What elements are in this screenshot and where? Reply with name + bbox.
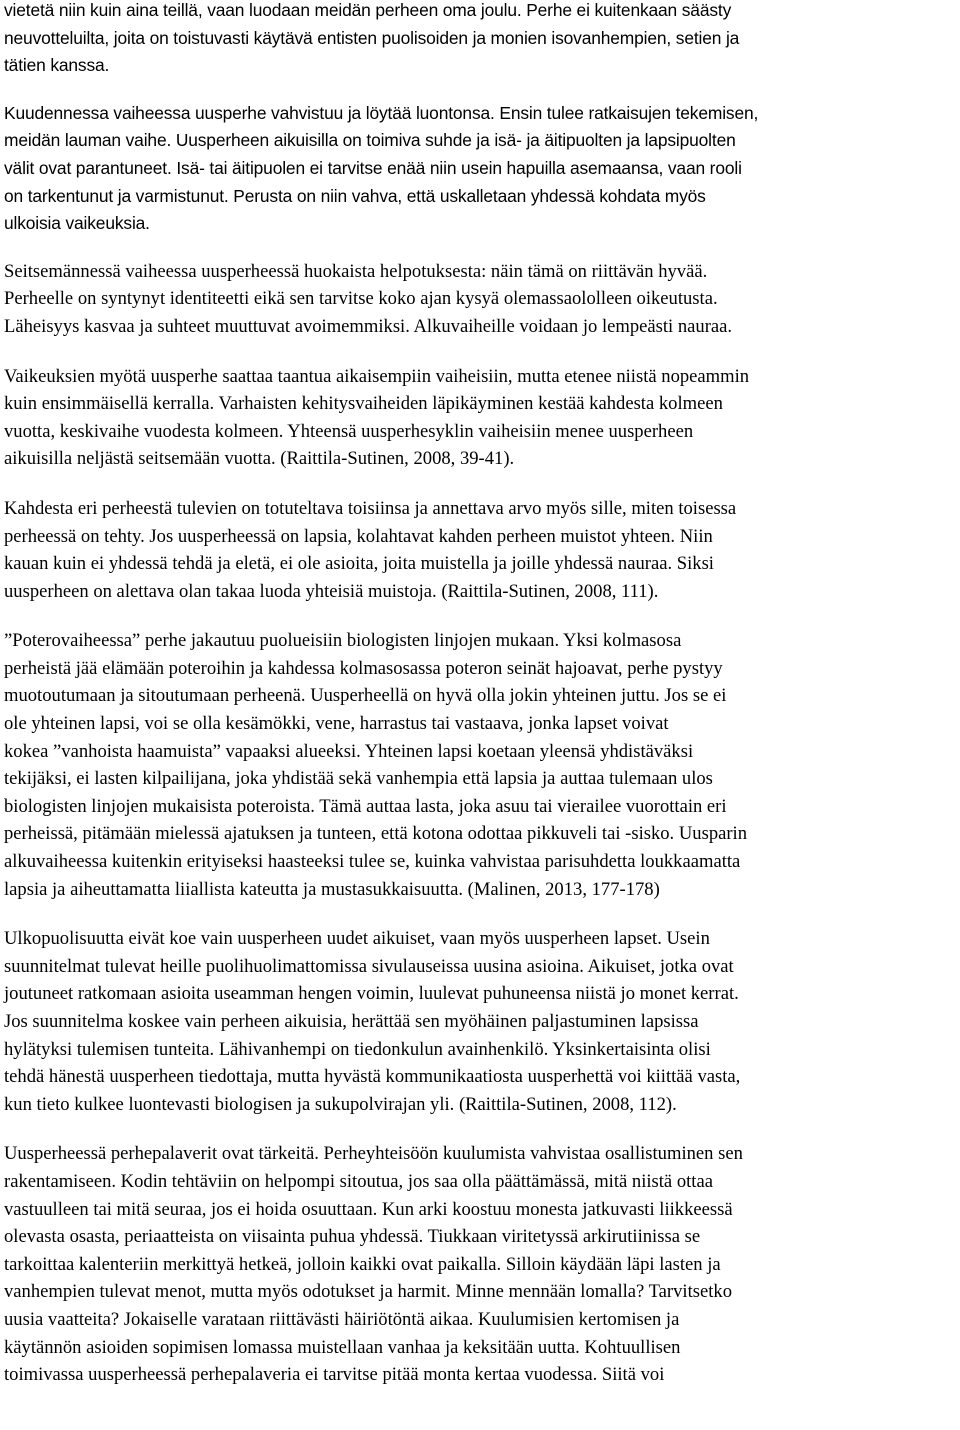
text-line: neuvotteluilta, joita on toistuvasti käytävä entisten puolisoiden ja monien isovanhempien, setien ja	[4, 27, 740, 48]
text-line: vanhempien tulevat menot, mutta myös odotukset ja harmit. Minne mennään lomalla? Tarvitsetko	[4, 1281, 732, 1303]
text-line: tätien kanssa.	[4, 55, 110, 76]
text-line: Seitsemännessä vaiheessa uusperheessä huokaista helpotuksesta: näin tämä on riittävän hyvää.	[4, 260, 708, 282]
text-line: Kuudennessa vaiheessa uusperhe vahvistuu ja löytää luontonsa. Ensin tulee ratkaisujen tekemisen,	[4, 102, 759, 123]
text-line: kokea ”vanhoista haamuista” vapaaksi alueeksi. Yhteinen lapsi koetaan yleensä yhdistäväksi	[4, 740, 694, 762]
paragraph	[4, 925, 954, 1118]
text-line: perheessä on tehty. Jos uusperheessä on lapsia, kolahtavat kahden perheen muistot yhteen. Niin	[4, 525, 713, 547]
text-line: muotoutumaan ja sitoutumaan perheenä. Uusperheellä on hyvä olla jokin yhteinen juttu. Jos se ei	[4, 685, 727, 707]
text-line: on tarkentunut ja varmistunut. Perusta on niin vahva, että uskalletaan yhdessä kohdata myös	[4, 185, 706, 206]
text-line: Vaikeuksien myötä uusperhe saattaa taantua aikaisempiin vaiheisiin, mutta etenee niistä nopeammin	[4, 365, 750, 387]
text-line: joutuneet ratkomaan asioita useamman hengen voimin, luulevat puhuneensa niistä jo monet kerrat.	[4, 983, 739, 1005]
text-line: käytännön asioiden sopimisen lomassa muistellaan vanhaa ja keksitään uutta. Kohtuullisen	[4, 1336, 681, 1358]
text-line: aikuisilla neljästä seitsemään vuotta. (Raittila-Sutinen, 2008, 39-41).	[4, 448, 515, 470]
text-line: Uusperheessä perhepalaverit ovat tärkeitä. Perheyhteisöön kuulumista vahvistaa osallistuminen sen	[4, 1143, 743, 1165]
text-line: vastuulleen tai mitä seuraa, jos ei hoida osuuttaan. Kun arki koostuu monesta jatkuvasti liikkeessä	[4, 1198, 733, 1220]
text-line: vuotta, keskivaihe vuodesta kolmeen. Yhteensä uusperhesyklin vaiheisiin menee uusperheen	[4, 420, 694, 442]
text-line: kuin ensimmäisellä kerralla. Varhaisten kehitysvaiheiden läpikäyminen kestää kahdesta kolmeen	[4, 393, 723, 415]
text-line: Perheelle on syntynyt identiteetti eikä sen tarvitse koko ajan kysyä olemassaololleen oikeutusta.	[4, 288, 718, 310]
text-line: meidän lauman vaihe. Uusperheen aikuisilla on toimiva suhde ja isä- ja äitipuolten ja lapsipuolten	[4, 130, 736, 151]
text-line: uusperheen on alettava olan takaa luoda yhteisiä muistoja. (Raittila-Sutinen, 2008, 111).	[4, 580, 659, 602]
paragraph	[4, 100, 954, 238]
text-line: perheistä jää elämään poteroihin ja kahdessa kolmasosassa poteron seinät hajoavat, perhe pystyy	[4, 657, 723, 679]
text-line: olevasta osasta, periaatteista on viisainta puhua yhdessä. Tiukkaan viritetyssä arkirutiinissa se	[4, 1226, 701, 1248]
text-line: Jos suunnitelma koskee vain perheen aikuisia, herättää sen myöhäinen paljastuminen lapsissa	[4, 1011, 699, 1032]
text-line: suunnitelmat tulevat heille puolihuolimattomissa sivulauseissa uusina asioina. Aikuiset, jotka ovat	[4, 955, 734, 977]
text-line: kauan kuin ei yhdessä tehdä ja eletä, ei ole asioita, joita muistella ja joille yhdessä nauraa. Siksi	[4, 553, 714, 575]
text-line: Kahdesta eri perheestä tulevien on totuteltava toisiinsa ja annettava arvo myös sille, miten toisessa	[4, 497, 737, 519]
paragraph	[4, 627, 954, 903]
paragraph	[4, 0, 954, 80]
text-line: alkuvaiheessa kuitenkin erityiseksi haasteeksi tulee se, kuinka vahvistaa parisuhdetta loukkaamatta	[4, 851, 741, 873]
text-line: kun tieto kulkee luontevasti biologisen ja sukupolvirajan yli. (Raittila-Sutinen, 2008, 112).	[4, 1093, 677, 1115]
text-line: Ulkopuolisuutta eivät koe vain uusperheen uudet aikuiset, vaan myös uusperheen lapset. Usein	[4, 928, 710, 950]
text-line: biologisten linjojen mukaisista poteroista. Tämä auttaa lasta, joka asuu tai vierailee vuorottain eri	[4, 795, 727, 817]
text-line: välit ovat parantuneet. Isä- tai äitipuolen ei tarvitse enää niin usein hapuilla asemaansa, vaan rooli	[4, 157, 742, 178]
text-line: hylätyksi tulemisen tunteita. Lähivanhempi on tiedonkulun avainhenkilö. Yksinkertaisinta olisi	[4, 1038, 711, 1060]
text-line: Läheisyys kasvaa ja suhteet muuttuvat avoimemmiksi. Alkuvaiheille voidaan jo lempeästi nauraa.	[4, 315, 733, 337]
paragraph	[4, 363, 954, 473]
text-line: ole yhteinen lapsi, voi se olla kesämökki, vene, harrastus tai vastaava, jonka lapset voivat	[4, 713, 669, 735]
text-line: lapsia ja aiheuttamatta liiallista kateutta ja mustasukkaisuutta. (Malinen, 2013, 177-178)	[4, 878, 660, 900]
text-line: ulkoisia vaikeuksia.	[4, 213, 150, 234]
text-line: vietetä niin kuin aina teillä, vaan luodaan meidän perheen oma joulu. Perhe ei kuitenkaan säästy	[4, 0, 732, 20]
text-line: rakentamiseen. Kodin tehtäviin on helpompi sitoutua, jos saa olla päättämässä, mitä niistä ottaa	[4, 1170, 713, 1192]
paragraph	[4, 258, 954, 341]
text-line: uusia vaatteita? Jokaiselle varataan riittävästi häiriötöntä aikaa. Kuulumisien kertomisen ja	[4, 1308, 680, 1330]
text-line: tekijäksi, ei lasten kilpailijana, joka yhdistää sekä vanhempia että lapsia ja auttaa tulemaan ulos	[4, 768, 713, 790]
document-page	[4, 0, 954, 1389]
text-line: perheissä, pitämään mielessä ajatuksen ja tunteen, että kotona odottaa pikkuveli tai -sisko. Uusparin	[4, 823, 748, 845]
text-line: tehdä hänestä uusperheen tiedottaja, mutta hyvästä kommunikaatiosta uusperhettä voi kiittää vasta,	[4, 1066, 741, 1088]
text-line: toimivassa uusperheessä perhepalaveria ei tarvitse pitää monta kertaa vuodessa. Siitä voi	[4, 1364, 665, 1386]
text-line: ”Poterovaiheessa” perhe jakautuu puolueisiin biologisten linjojen mukaan. Yksi kolmasosa	[4, 630, 682, 652]
paragraph	[4, 495, 954, 605]
paragraph	[4, 1140, 954, 1388]
text-line: tarkoittaa kalenteriin merkittyä hetkeä, jolloin kaikki ovat paikalla. Silloin käydään läpi lasten ja	[4, 1253, 721, 1275]
